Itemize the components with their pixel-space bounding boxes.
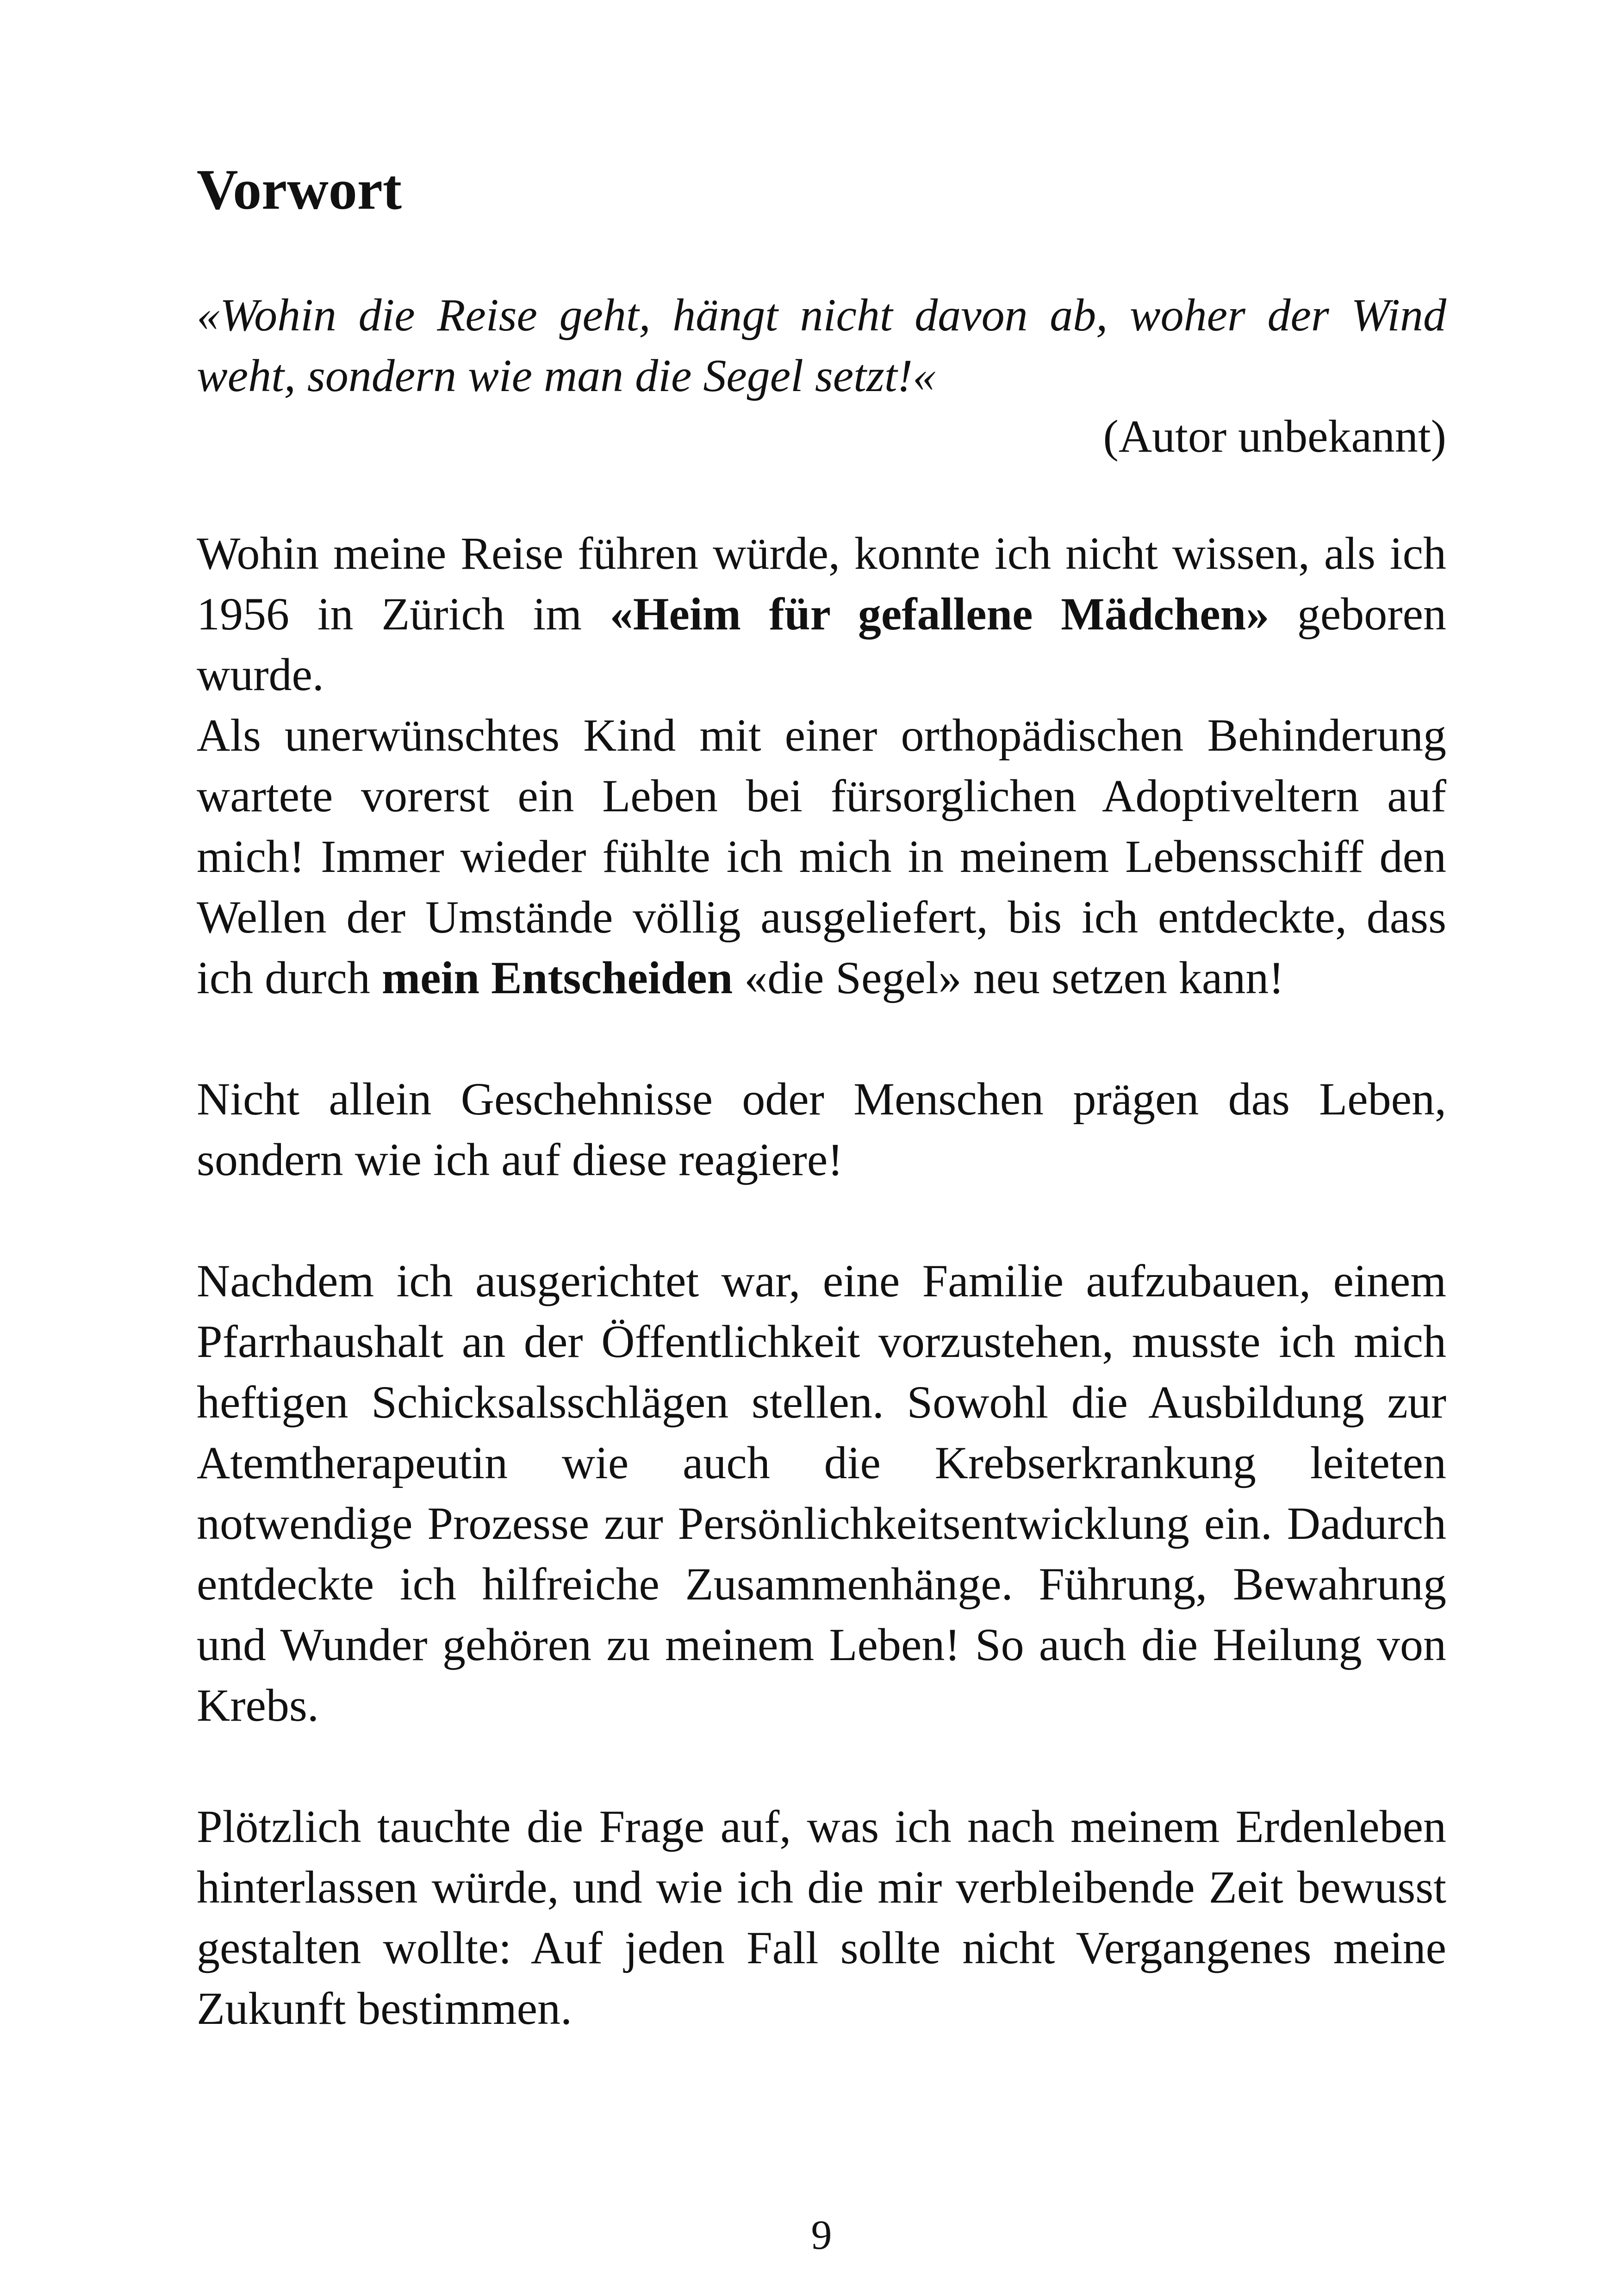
- paragraph-adoption: [197, 705, 1446, 1008]
- epigraph-attribution: (Autor unbekannt): [1103, 411, 1446, 462]
- page-number: 9: [811, 2212, 832, 2258]
- paragraph-text: geboren wurde.: [197, 588, 1446, 700]
- body-text: [197, 523, 1446, 2039]
- bold-phrase-decision: mein Entscheiden: [381, 952, 733, 1003]
- paragraph-text: Wohin meine Reise führen würde, konnte ich nicht wissen, als ich 1956 in Zürich im: [197, 528, 1446, 640]
- paragraph-text: «die Segel» neu setzen kann!: [733, 952, 1284, 1003]
- paragraph-legacy: Plötzlich tauchte die Frage auf, was ich nach meinem Erdenleben hinterlassen würde, und wie ich die mir verbleibende Zeit bewusst gestalten wollte: Auf jeden Fall sollte nicht Vergangenes meine Zukunft bestimmen.: [197, 1801, 1446, 2034]
- book-page: [197, 153, 1446, 2258]
- paragraph-life-events: Nachdem ich ausgerichtet war, eine Familie aufzubauen, einem Pfarrhaushalt an der Öffentlichkeit vorzustehen, musste ich mich heftigen Schicksalsschlägen stellen. Sowohl die Ausbildung zur Atemtherapeutin wie auch die Krebserkrankung leiteten notwendige Prozesse zur Persönlichkeitsentwicklung ein. Dadurch entdeckte ich hilfreiche Zusammenhänge. Führung, Bewahrung und Wunder gehören zu meinem Leben! So auch die Heilung von Krebs.: [197, 1255, 1446, 1731]
- bold-phrase-home: «Heim für gefallene Mädchen»: [610, 588, 1270, 640]
- paragraph-birth: [197, 523, 1446, 705]
- chapter-heading: Vorwort: [197, 158, 402, 221]
- epigraph: [197, 285, 1446, 467]
- epigraph-quote: «Wohin die Reise geht, hängt nicht davon ab, woher der Wind weht, sondern wie man die Segel setzt!«: [197, 289, 1446, 401]
- paragraph-reaction: Nicht allein Geschehnisse oder Menschen prägen das Leben, sondern wie ich auf diese reagiere!: [197, 1073, 1446, 1185]
- paragraph-text: Als unerwünschtes Kind mit einer orthopädischen Behinderung wartete vorerst ein Leben bei fürsorglichen Adoptiveltern auf mich! Immer wieder fühlte ich mich in meinem Lebensschiff den Wellen der Umstände völlig ausgeliefert, bis ich entdeckte, dass ich durch: [197, 709, 1446, 1003]
